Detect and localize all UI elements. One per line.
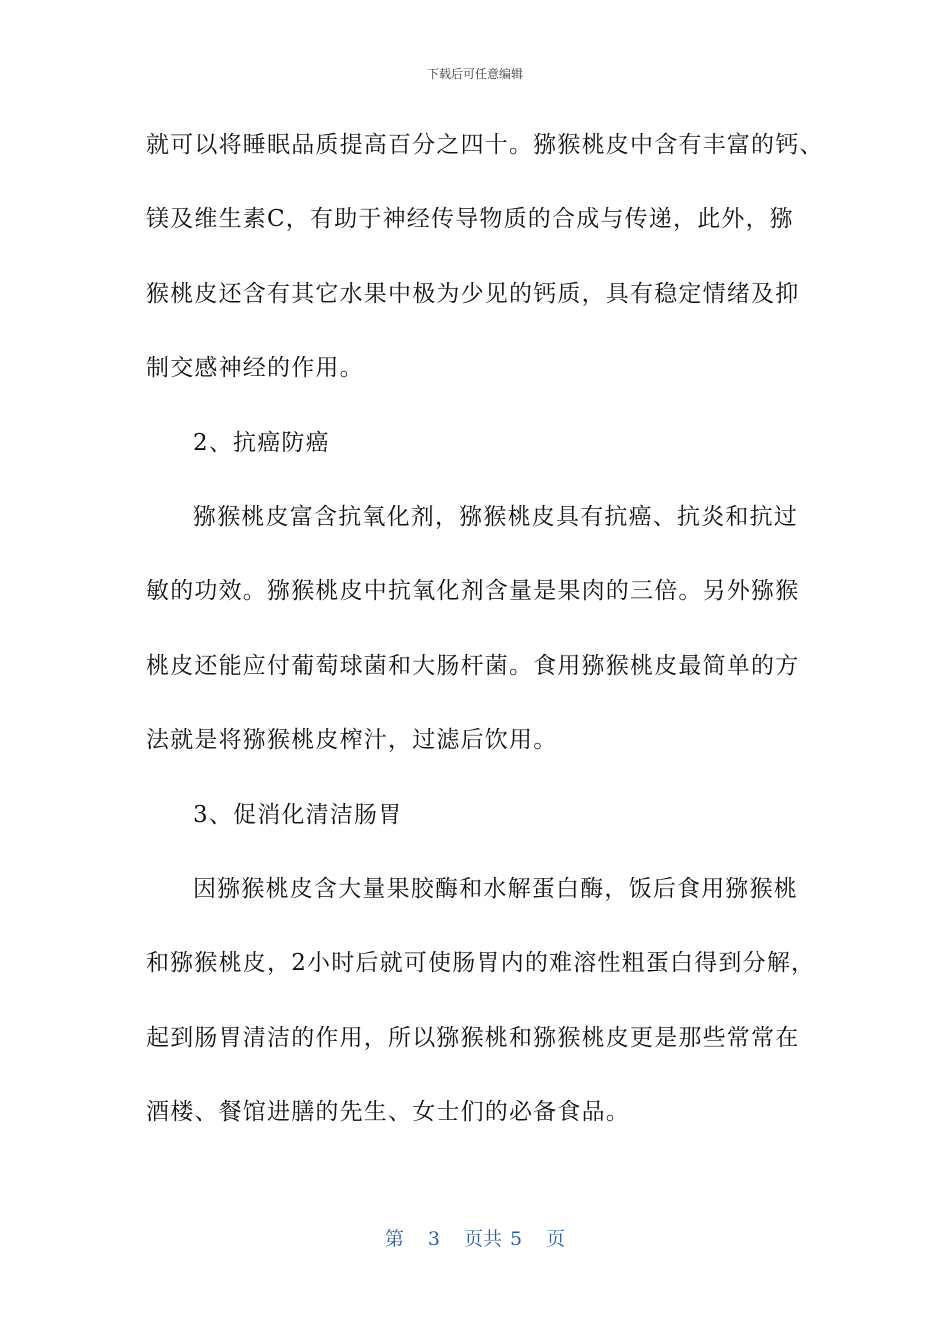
body-line: 就可以将睡眠品质提高百分之四十。猕猴桃皮中含有丰富的钙、 (146, 132, 824, 158)
page-footer (0, 1226, 950, 1252)
section-heading-anticancer: 2、抗癌防癌 (193, 429, 330, 456)
body-line: 酒楼、餐馆进膳的先生、女士们的必备食品。 (146, 1099, 630, 1126)
body-line: 镁及维生素C，有助于神经传导物质的合成与传递，此外，猕 (146, 206, 794, 233)
body-line: 制交感神经的作用。 (146, 355, 364, 382)
body-line: 因猕猴桃皮含大量果胶酶和水解蛋白酶，饭后食用猕猴桃 (193, 875, 798, 902)
body-line: 敏的功效。猕猴桃皮中抗氧化剂含量是果肉的三倍。另外猕猴 (146, 578, 800, 605)
document-body (146, 124, 824, 1165)
total-pages-number: 5 (510, 1228, 523, 1250)
body-line: 桃皮还能应付葡萄球菌和大肠杆菌。食用猕猴桃皮最简单的方 (146, 652, 800, 679)
page-header: 下载后可任意编辑 (426, 67, 523, 81)
body-line: 法就是将猕猴桃皮榨汁，过滤后饮用。 (146, 727, 558, 754)
footer-prefix: 第 (384, 1228, 404, 1250)
footer-suffix: 页 (546, 1228, 566, 1250)
body-line: 和猕猴桃皮，2小时后就可使肠胃内的难溶性粗蛋白得到分解， (146, 950, 816, 977)
footer-middle: 页共 (463, 1228, 502, 1250)
body-line: 猕猴桃皮富含抗氧化剂，猕猴桃皮具有抗癌、抗炎和抗过 (193, 503, 798, 530)
body-line: 猴桃皮还含有其它水果中极为少见的钙质，具有稳定情绪及抑 (146, 280, 800, 307)
body-line: 起到肠胃清洁的作用，所以猕猴桃和猕猴桃皮更是那些常常在 (146, 1024, 800, 1051)
section-heading-digestion: 3、促消化清洁肠胃 (193, 801, 403, 828)
current-page-number: 3 (427, 1228, 440, 1250)
